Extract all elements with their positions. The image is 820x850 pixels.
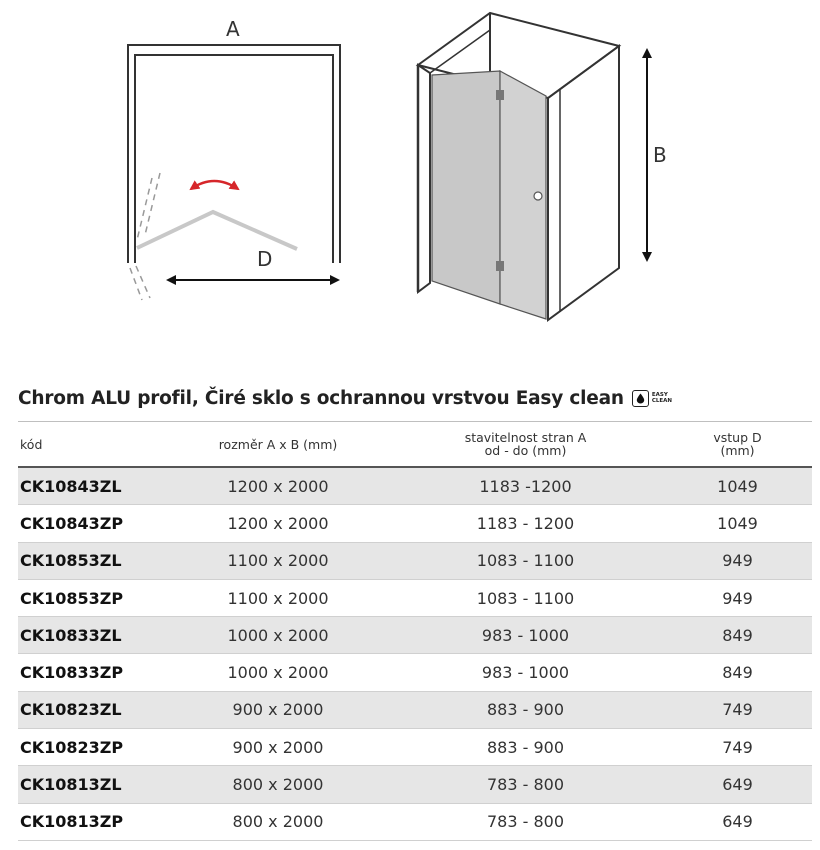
right-wall bbox=[548, 46, 619, 320]
water-drop-icon bbox=[632, 390, 649, 407]
cell-adjust: 1083 - 1100 bbox=[388, 579, 663, 616]
shower-diagrams bbox=[0, 0, 820, 350]
cell-entry: 649 bbox=[663, 803, 812, 840]
cell-size: 900 x 2000 bbox=[168, 729, 388, 766]
table-header-row bbox=[18, 422, 812, 468]
cell-size: 1100 x 2000 bbox=[168, 542, 388, 579]
top-view-wall-outline bbox=[128, 45, 340, 263]
cell-entry: 949 bbox=[663, 542, 812, 579]
product-table-container bbox=[18, 421, 812, 841]
cell-adjust: 983 - 1000 bbox=[388, 654, 663, 691]
easy-clean-line1: EASY bbox=[651, 392, 668, 398]
table-row bbox=[18, 691, 812, 728]
cell-adjust: 783 - 800 bbox=[388, 803, 663, 840]
cell-entry: 849 bbox=[663, 654, 812, 691]
cell-code: CK10833ZP bbox=[18, 654, 168, 691]
label-b: B bbox=[653, 143, 667, 167]
top-view-wall-inner bbox=[135, 55, 333, 263]
header-size: rozměr A x B (mm) bbox=[168, 422, 388, 468]
cell-code: CK10843ZL bbox=[18, 467, 168, 505]
label-a: A bbox=[226, 17, 240, 41]
folding-door-panels bbox=[137, 212, 297, 249]
product-table bbox=[18, 421, 812, 841]
cell-entry: 649 bbox=[663, 766, 812, 803]
header-entry-line2: (mm) bbox=[720, 443, 755, 458]
easy-clean-badge bbox=[632, 390, 672, 407]
cell-size: 900 x 2000 bbox=[168, 691, 388, 728]
easy-clean-label bbox=[652, 392, 672, 404]
table-row bbox=[18, 617, 812, 654]
table-body bbox=[18, 467, 812, 840]
section-header bbox=[18, 383, 672, 413]
cell-size: 1200 x 2000 bbox=[168, 467, 388, 505]
cell-entry: 749 bbox=[663, 729, 812, 766]
swing-arrow bbox=[191, 181, 238, 189]
cell-size: 800 x 2000 bbox=[168, 803, 388, 840]
cell-code: CK10823ZP bbox=[18, 729, 168, 766]
cell-code: CK10823ZL bbox=[18, 691, 168, 728]
cell-adjust: 1183 - 1200 bbox=[388, 505, 663, 542]
cell-adjust: 783 - 800 bbox=[388, 766, 663, 803]
glass-panel-left bbox=[432, 71, 500, 304]
cell-adjust: 1183 -1200 bbox=[388, 467, 663, 505]
header-code: kód bbox=[18, 422, 168, 468]
table-row bbox=[18, 579, 812, 616]
table-row bbox=[18, 654, 812, 691]
door-knob bbox=[534, 192, 542, 200]
diagram-area bbox=[0, 0, 820, 350]
hinge-bottom bbox=[496, 261, 504, 271]
cell-size: 1000 x 2000 bbox=[168, 617, 388, 654]
cell-size: 1100 x 2000 bbox=[168, 579, 388, 616]
easy-clean-line2: CLEAN bbox=[651, 398, 673, 404]
header-adjust-line1: stavitelnost stran A bbox=[464, 430, 587, 445]
cell-entry: 1049 bbox=[663, 467, 812, 505]
header-entry-line1: vstup D bbox=[713, 430, 762, 445]
cell-code: CK10813ZL bbox=[18, 766, 168, 803]
left-wall bbox=[418, 65, 430, 292]
table-row bbox=[18, 729, 812, 766]
cell-adjust: 1083 - 1100 bbox=[388, 542, 663, 579]
table-row bbox=[18, 542, 812, 579]
table-row bbox=[18, 467, 812, 505]
header-adjust bbox=[388, 422, 663, 468]
hinge-top bbox=[496, 90, 504, 100]
cell-code: CK10843ZP bbox=[18, 505, 168, 542]
cell-code: CK10853ZP bbox=[18, 579, 168, 616]
cell-entry: 949 bbox=[663, 579, 812, 616]
top-view-diagram bbox=[128, 17, 340, 300]
cell-code: CK10813ZP bbox=[18, 803, 168, 840]
cell-entry: 1049 bbox=[663, 505, 812, 542]
cell-code: CK10833ZL bbox=[18, 617, 168, 654]
header-entry bbox=[663, 422, 812, 468]
perspective-view-diagram bbox=[418, 13, 667, 320]
table-header bbox=[18, 422, 812, 468]
cell-size: 1000 x 2000 bbox=[168, 654, 388, 691]
cell-adjust: 983 - 1000 bbox=[388, 617, 663, 654]
table-row bbox=[18, 766, 812, 803]
header-adjust-line2: od - do (mm) bbox=[484, 443, 567, 458]
table-row bbox=[18, 803, 812, 840]
cell-code: CK10853ZL bbox=[18, 542, 168, 579]
cell-size: 800 x 2000 bbox=[168, 766, 388, 803]
section-title: Chrom ALU profil, Čiré sklo s ochrannou vrstvou Easy clean bbox=[18, 387, 624, 409]
cell-adjust: 883 - 900 bbox=[388, 691, 663, 728]
cell-adjust: 883 - 900 bbox=[388, 729, 663, 766]
table-row bbox=[18, 505, 812, 542]
cell-entry: 749 bbox=[663, 691, 812, 728]
label-d: D bbox=[257, 247, 273, 271]
cell-entry: 849 bbox=[663, 617, 812, 654]
cell-size: 1200 x 2000 bbox=[168, 505, 388, 542]
